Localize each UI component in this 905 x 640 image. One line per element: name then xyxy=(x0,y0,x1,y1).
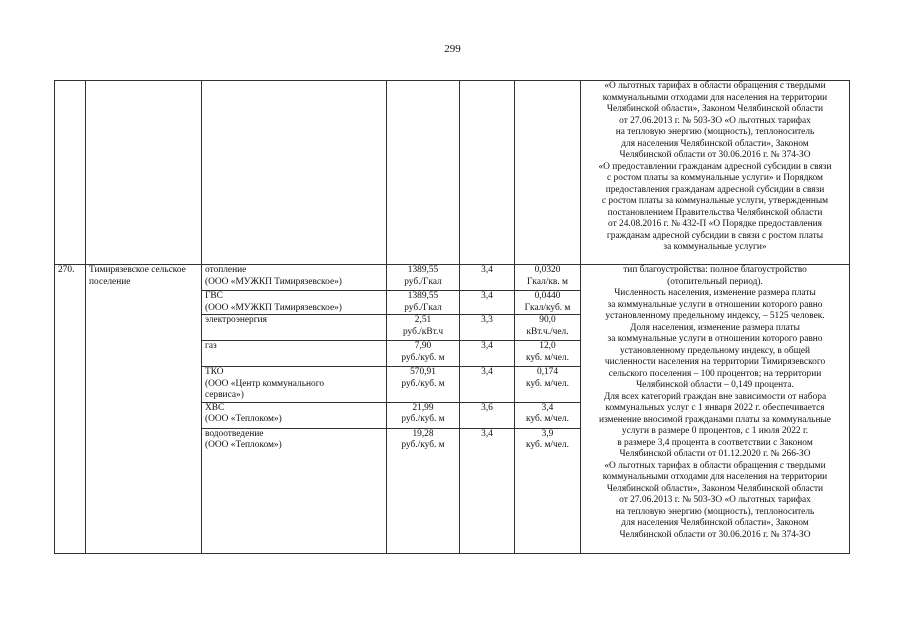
service-line: (ООО «Теплоком») xyxy=(205,440,282,450)
text-line: Челябинской области от 30.06.2016 г. № 374-ЗО xyxy=(619,150,811,160)
text-line: Доля населения, изменение размера платы xyxy=(630,322,800,333)
service-volume xyxy=(515,315,581,341)
service-line: водоотведение xyxy=(205,428,264,439)
text-line: (отопительный период). xyxy=(667,276,763,287)
text-line: предоставления гражданам адресной субсидии в связи xyxy=(605,184,825,195)
volume-value: 0,0320 xyxy=(534,265,561,275)
volume-unit: Гкал/кв. м xyxy=(527,276,568,287)
service-share: 3,4 xyxy=(460,367,515,403)
service-line: (ООО «Теплоком») xyxy=(205,414,282,424)
text-line: коммунальными отходами для населения на территории xyxy=(602,472,828,482)
service-price xyxy=(387,367,460,403)
volume-value: 12,0 xyxy=(539,341,556,351)
service-name xyxy=(202,291,387,315)
service-name xyxy=(202,341,387,367)
volume-value: 0,174 xyxy=(536,367,559,377)
text-line: постановлением Правительства Челябинской области xyxy=(607,207,823,218)
price-unit: руб./кВт.ч xyxy=(402,326,444,337)
text-line: с ростом платы за коммунальные услуги, утвержденным xyxy=(601,196,829,206)
text-line: Челябинской области», Законом Челябинской области xyxy=(606,483,824,494)
volume-value: 3,9 xyxy=(541,428,554,439)
text-line: тип благоустройства: полное благоустройство xyxy=(623,265,807,275)
entry-description xyxy=(581,265,850,554)
price-unit: руб./Гкал xyxy=(404,276,442,287)
service-price xyxy=(387,265,460,291)
text-line: от 24.08.2016 г. № 432-П «О Порядке предоставления xyxy=(608,219,822,229)
service-line: отопление xyxy=(205,265,247,275)
volume-value: 0,0440 xyxy=(534,291,561,301)
cell-service xyxy=(202,81,387,265)
text-line: гражданам адресной субсидии в связи с ростом платы xyxy=(606,230,824,241)
text-line: Челябинской области», Законом Челябинской области xyxy=(606,104,824,114)
table-row xyxy=(55,265,850,291)
text-line: установленному предельному индексу, в общей xyxy=(619,345,811,356)
service-volume xyxy=(515,428,581,553)
tariff-table xyxy=(54,80,850,554)
text-line: «О льготных тарифах в области обращения с твердыми xyxy=(604,81,826,91)
service-line: электроэнергия xyxy=(205,315,267,325)
service-price xyxy=(387,315,460,341)
text-line: за коммунальные услуги в отношении которого равно xyxy=(607,299,823,310)
service-price xyxy=(387,291,460,315)
service-price xyxy=(387,428,460,553)
text-line: на тепловую энергию (мощность), теплоноситель xyxy=(615,127,815,137)
cell-share xyxy=(460,81,515,265)
volume-unit: куб. м/чел. xyxy=(526,440,569,450)
text-line: Численность населения, изменение размера платы xyxy=(614,288,816,298)
settlement-name: Тимирязевское сельское поселение xyxy=(86,265,202,554)
price-value: 1389,55 xyxy=(407,291,439,301)
text-line: «О льготных тарифах в области обращения с твердыми xyxy=(604,460,826,471)
cell-volume xyxy=(515,81,581,265)
continuation-row xyxy=(55,81,850,265)
text-line: услуги в размере 0 процентов, с 1 июля 2022 г. xyxy=(621,426,809,436)
service-line: сервиса») xyxy=(205,390,244,400)
service-price xyxy=(387,402,460,428)
service-share: 3,4 xyxy=(460,291,515,315)
price-value: 2,51 xyxy=(414,315,432,325)
text-line: коммунальных услуг с 1 января 2022 г. обеспечивается xyxy=(605,403,825,413)
service-volume xyxy=(515,291,581,315)
service-name xyxy=(202,402,387,428)
entry-number: 270. xyxy=(55,265,86,554)
text-line: за коммунальные услуги» xyxy=(663,242,767,252)
service-line: ГВС xyxy=(205,291,223,301)
text-line: коммунальными отходами для населения на территории xyxy=(602,92,828,103)
service-share: 3,3 xyxy=(460,315,515,341)
service-volume xyxy=(515,367,581,403)
text-line: изменение вносимой гражданами платы за коммунальные xyxy=(599,414,831,425)
price-unit: руб./Гкал xyxy=(404,302,442,313)
text-line: от 27.06.2013 г. № 503-ЗО «О льготных тарифах xyxy=(619,495,811,505)
text-line: в размере 3,4 процента в соответствии с Законом xyxy=(617,437,813,448)
volume-unit: Гкал/куб. м xyxy=(524,302,571,313)
volume-value: 3,4 xyxy=(541,402,554,413)
price-unit: руб./куб. м xyxy=(401,378,445,389)
service-line: газ xyxy=(205,341,217,351)
service-volume xyxy=(515,341,581,367)
service-share: 3,6 xyxy=(460,402,515,428)
continuation-description xyxy=(581,81,850,265)
text-line: для населения Челябинской области», Законом xyxy=(621,518,809,528)
text-line: Для всех категорий граждан вне зависимости от набора xyxy=(603,391,827,402)
text-line: с ростом платы за коммунальные услуги» и Порядком xyxy=(607,173,823,183)
service-line: ТКО xyxy=(205,367,224,377)
service-line: ХВС xyxy=(205,402,225,413)
price-value: 21,99 xyxy=(412,402,434,413)
price-value: 570,91 xyxy=(410,367,436,377)
service-share: 3,4 xyxy=(460,265,515,291)
service-share: 3,4 xyxy=(460,428,515,553)
volume-unit: кВт.ч./чел. xyxy=(526,326,569,337)
price-value: 19,28 xyxy=(412,428,434,439)
price-unit: руб./куб. м xyxy=(401,414,445,424)
text-line: от 27.06.2013 г. № 503-ЗО «О льготных тарифах xyxy=(619,115,811,126)
text-line: установленному предельному индексу, – 5125 человек. xyxy=(605,311,825,321)
page-number: 299 xyxy=(444,43,461,55)
text-line: «О предоставлении гражданам адресной субсидии в связи xyxy=(598,161,832,172)
price-value: 7,90 xyxy=(414,341,432,351)
service-volume xyxy=(515,402,581,428)
service-share: 3,4 xyxy=(460,341,515,367)
volume-unit: куб. м/чел. xyxy=(526,414,569,424)
service-line: (ООО «Центр коммунального xyxy=(205,378,325,389)
volume-value: 90,0 xyxy=(539,315,556,325)
text-line: Челябинской области от 30.06.2016 г. № 374-ЗО xyxy=(619,529,811,540)
cell-number xyxy=(55,81,86,265)
text-line: Челябинской области от 01.12.2020 г. № 266-ЗО xyxy=(619,449,811,459)
volume-unit: куб. м/чел. xyxy=(526,352,569,363)
volume-unit: куб. м/чел. xyxy=(526,378,569,389)
text-line: Челябинской области – 0,149 процента. xyxy=(636,380,794,390)
price-unit: руб./куб. м xyxy=(401,352,445,363)
service-name xyxy=(202,428,387,553)
text-line: сельского поселения – 100 процентов; на территории xyxy=(608,368,822,379)
service-name xyxy=(202,367,387,403)
text-line: численности населения на территории Тимирязевского xyxy=(604,357,826,367)
text-line: на тепловую энергию (мощность), теплоноситель xyxy=(615,506,815,517)
service-line: (ООО «МУЖКП Тимирязевское») xyxy=(205,276,342,287)
service-price xyxy=(387,341,460,367)
cell-settlement xyxy=(86,81,202,265)
service-name xyxy=(202,315,387,341)
text-line: для населения Челябинской области», Законом xyxy=(621,138,809,149)
cell-price xyxy=(387,81,460,265)
text-line: за коммунальные услуги в отношении которого равно xyxy=(607,334,823,344)
service-line: (ООО «МУЖКП Тимирязевское») xyxy=(205,302,342,313)
service-volume xyxy=(515,265,581,291)
price-unit: руб./куб. м xyxy=(401,440,445,450)
price-value: 1389,55 xyxy=(407,265,439,275)
service-name xyxy=(202,265,387,291)
